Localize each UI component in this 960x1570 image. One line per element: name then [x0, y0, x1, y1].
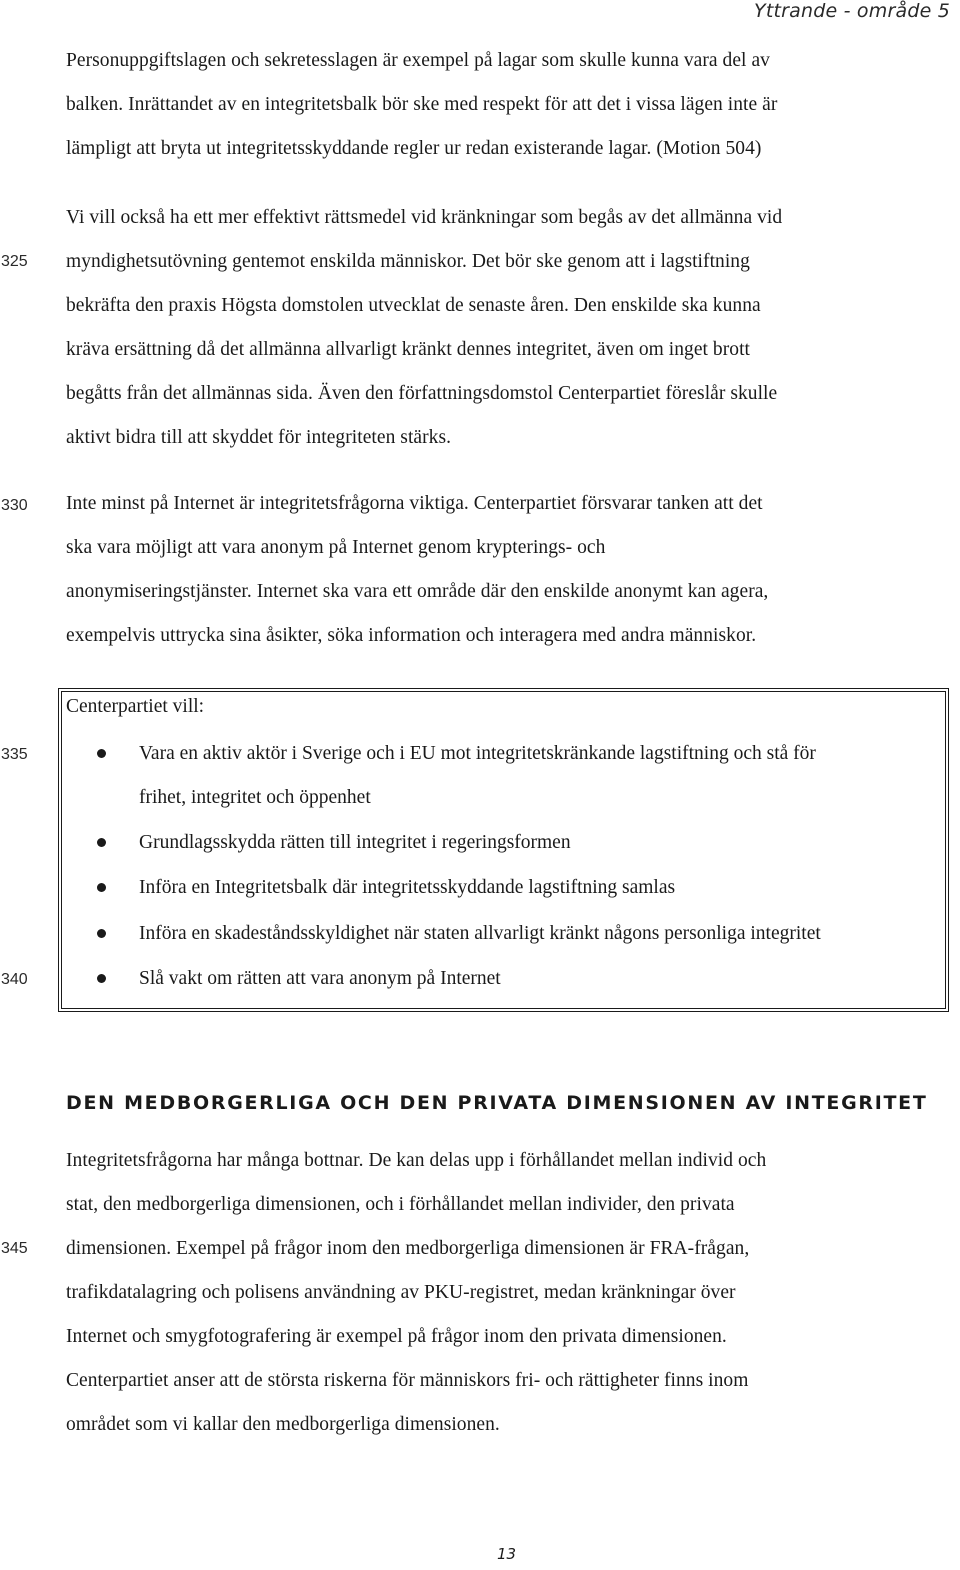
policy-list-item-text: Införa en skadeståndsskyldighet när staten allvarligt kränkt någons personliga integritet — [139, 923, 821, 944]
bullet-icon — [97, 974, 106, 983]
paragraph-medborgerliga-dimension: Integritetsfrågorna har många bottnar. De kan delas upp i förhållandet mellan individ och stat, den medborgerliga dimensionen, och i förhållandet mellan individer, den privata dimensionen. Exempel på frågor inom den medborgerliga dimensionen är FRA-frågan, trafikdatalagring och polisens användning av PKU-registret, medan kränkningar över Internet och smygfotografering är exempel på frågor inom den privata dimensionen. Centerpartiet anser att de största riskerna för människors fri- och rättigheter finns inom området som vi kallar den medborgerliga dimensionen. — [66, 1150, 767, 1435]
line-number-345: 345 — [1, 1240, 28, 1257]
policy-list-item-text: Införa en Integritetsbalk där integritetsskyddande lagstiftning samlas — [139, 877, 676, 898]
line-number-330: 330 — [1, 497, 28, 514]
page-number: 13 — [497, 1545, 517, 1563]
bullet-icon — [97, 929, 106, 938]
bullet-icon — [97, 749, 106, 758]
section-heading: DEN MEDBORGERLIGA OCH DEN PRIVATA DIMENSIONEN AV INTEGRITET — [66, 1092, 928, 1114]
line-number-335: 335 — [1, 746, 28, 763]
policy-list-item-text: Slå vakt om rätten att vara anonym på Internet — [139, 968, 501, 989]
bullet-icon — [97, 838, 106, 847]
line-number-325: 325 — [1, 253, 28, 270]
line-number-340: 340 — [1, 971, 28, 988]
policy-box-title: Centerpartiet vill: — [66, 696, 205, 717]
paragraph-integritetsbalk: Personuppgiftslagen och sekretesslagen är exempel på lagar som skulle kunna vara del av balken. Inrättandet av en integritetsbalk bör ske med respekt för att det i vissa lägen inte är lämpligt att bryta ut integritetsskyddande regler ur redan existerande lagar. (Motion 504) — [66, 50, 778, 159]
page-header-title: Yttrande - område 5 — [754, 0, 950, 22]
paragraph-internet-anonymitet: Inte minst på Internet är integritetsfrågorna viktiga. Centerpartiet försvarar tanken att det ska vara möjligt att vara anonym på Internet genom krypterings- och anonymiseringstjänster. Internet ska vara ett område där den enskilde anonymt kan agera, exempelvis uttrycka sina åsikter, söka information och interagera med andra människor. — [66, 493, 769, 646]
policy-list-item-text: Grundlagsskydda rätten till integritet i regeringsformen — [139, 832, 571, 853]
paragraph-rattsmedel: Vi vill också ha ett mer effektivt rättsmedel vid kränkningar som begås av det allmänna vid myndighetsutövning gentemot enskilda människor. Det bör ske genom att i lagstiftning bekräfta den praxis Högsta domstolen utvecklat de senaste åren. Den enskilde ska kunna kräva ersättning då det allmänna allvarligt kränkt dennes integritet, även om inget brott begåtts från det allmännas sida. Även den författningsdomstol Centerpartiet föreslår skulle aktivt bidra till att skyddet för integriteten stärks. — [66, 207, 783, 448]
policy-list-item-text: Vara en aktiv aktör i Sverige och i EU mot integritetskränkande lagstiftning och stå för frihet, integritet och öppenhet — [139, 743, 816, 808]
bullet-icon — [97, 883, 106, 892]
